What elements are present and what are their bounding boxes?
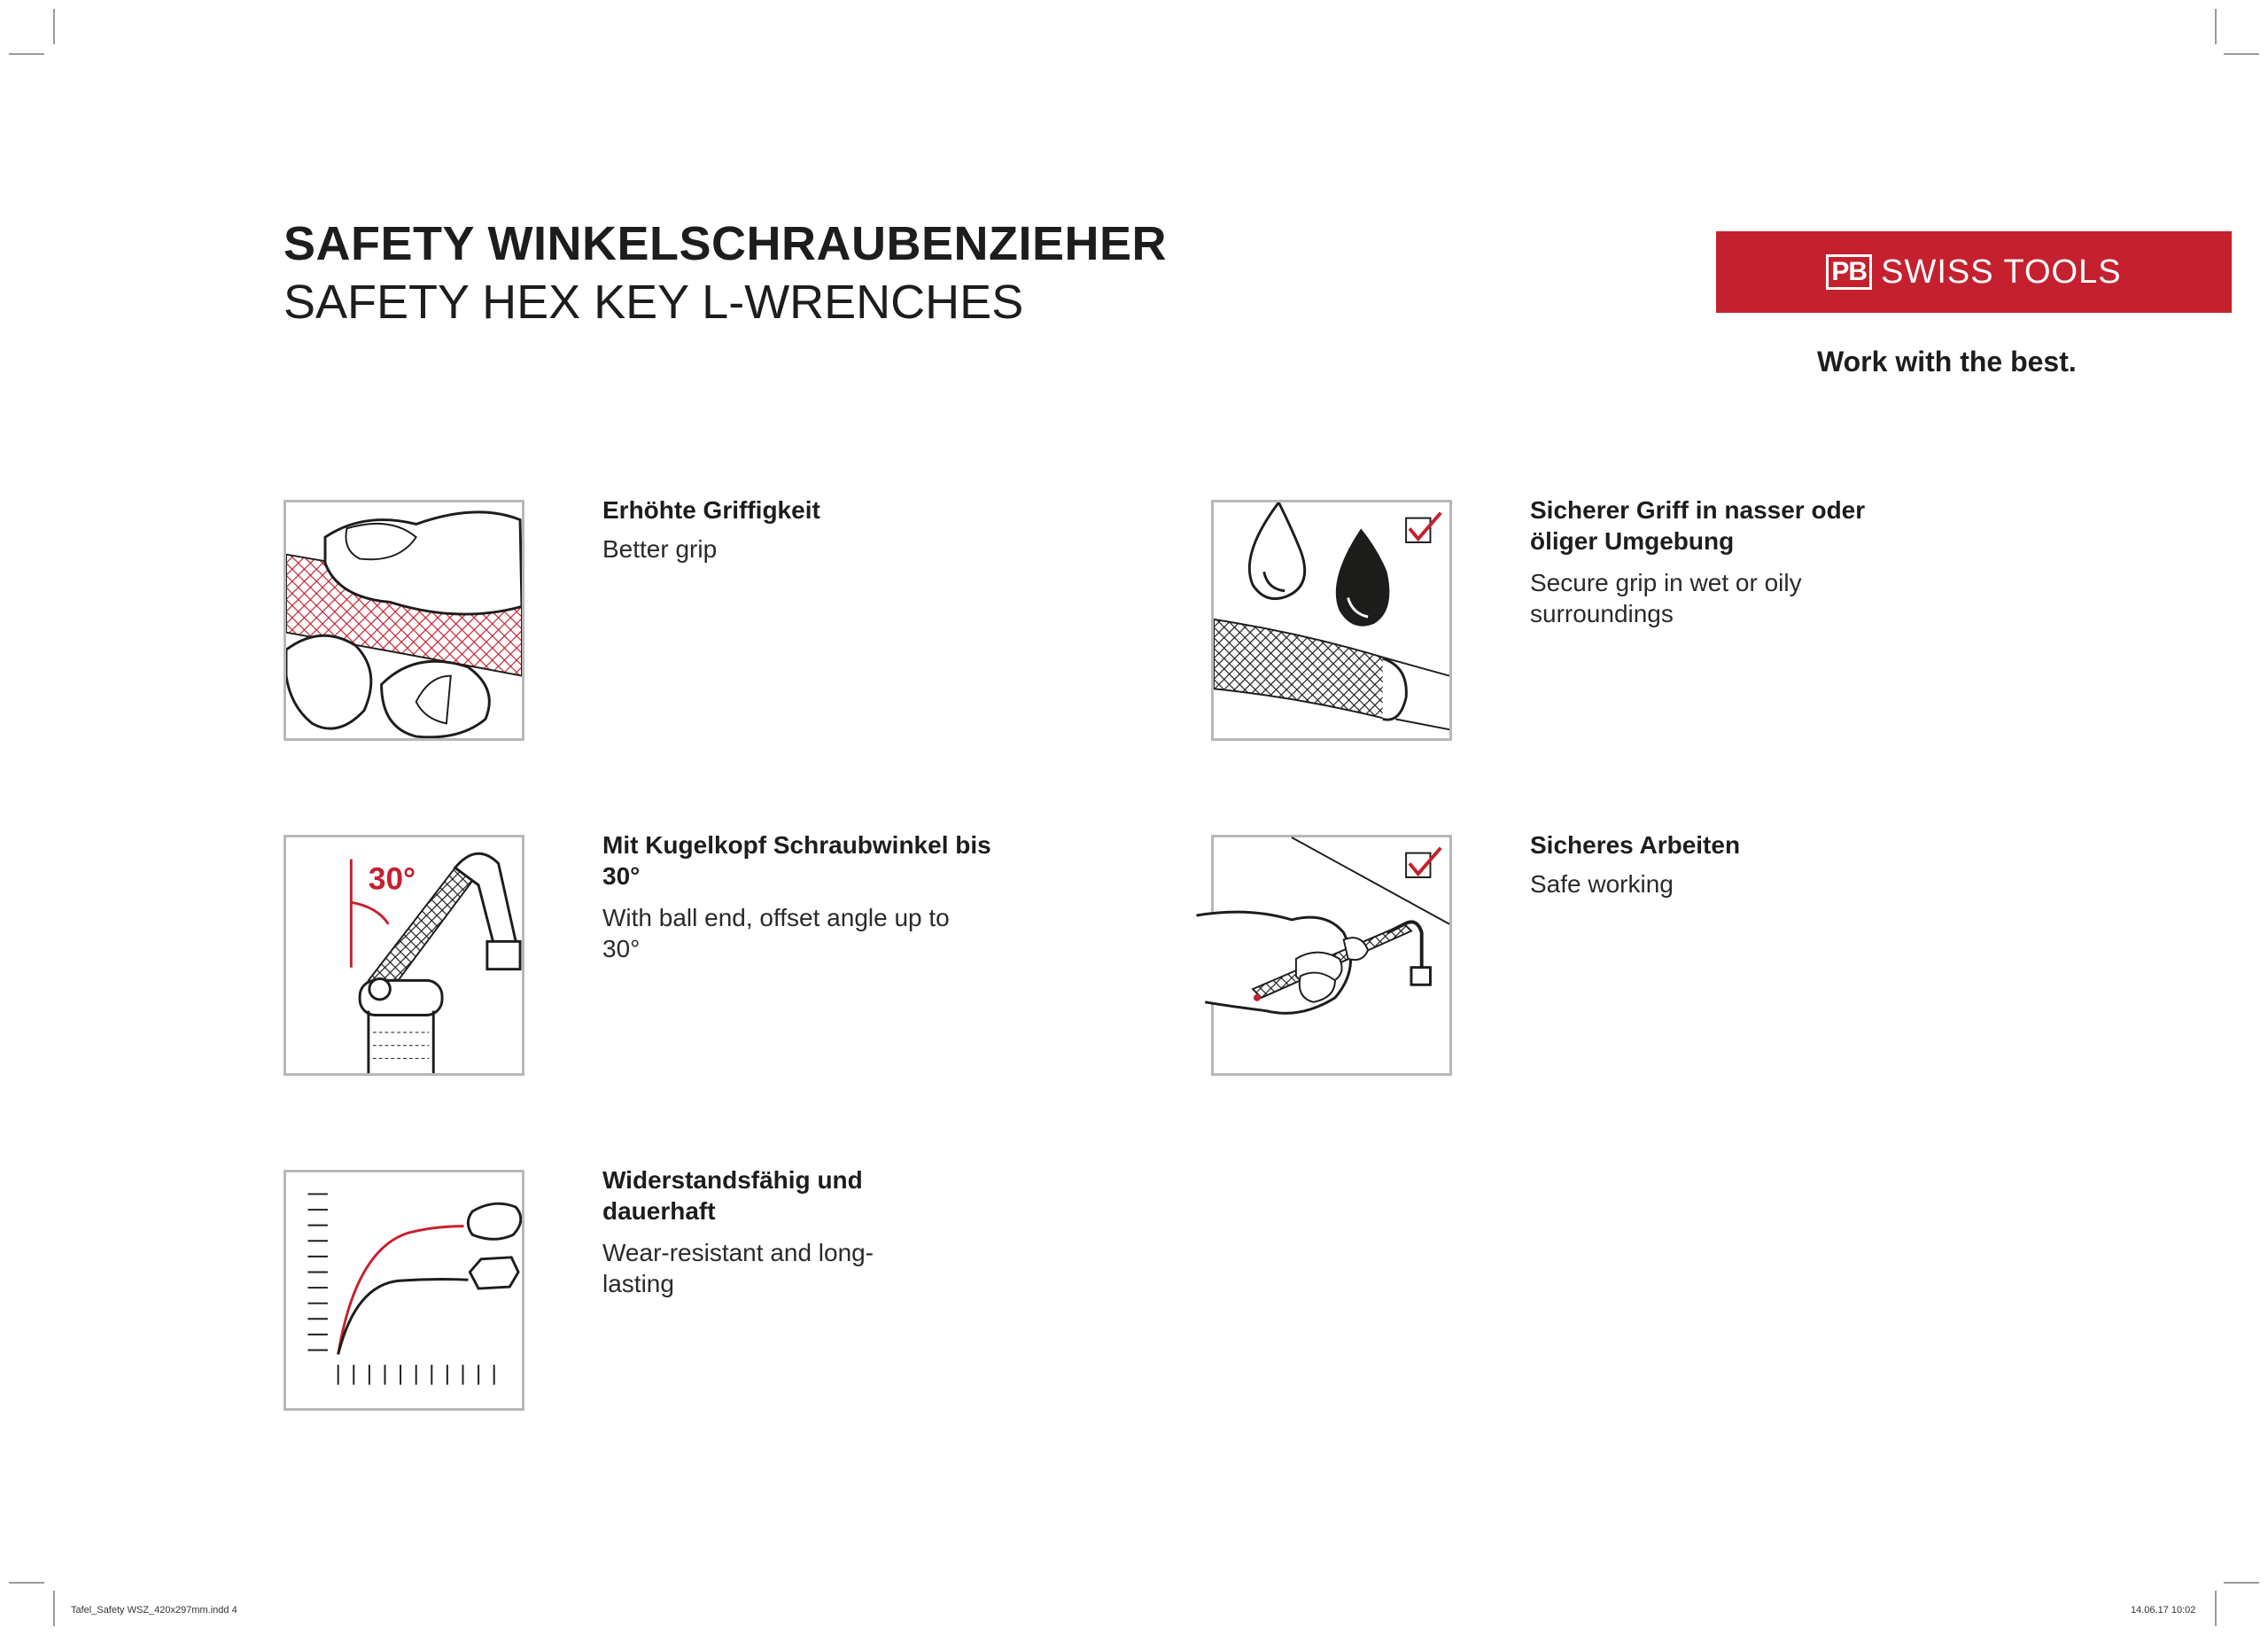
crop-mark <box>9 1582 44 1584</box>
crop-mark <box>53 1591 55 1626</box>
crop-mark <box>2215 9 2217 44</box>
logo-text: SWISS TOOLS <box>1881 253 2122 291</box>
feature-text: Secure grip in wet or oily surroundings <box>1530 569 1802 627</box>
logo-mark: PB <box>1826 254 1872 290</box>
drops-grip-icon <box>1211 500 1452 741</box>
page-title: SAFETY WINKELSCHRAUBENZIEHER <box>284 217 1168 270</box>
feature-text: Better grip <box>602 535 718 563</box>
brand-logo <box>1716 231 2232 313</box>
feature-title: Widerstandsfähig und dauerhaft <box>602 1166 863 1225</box>
feature-text: Wear-resistant and long-lasting <box>602 1239 874 1297</box>
hand-grip-icon <box>284 500 524 741</box>
crop-mark <box>2224 53 2259 55</box>
crop-mark <box>9 53 44 55</box>
feature-text: With ball end, offset angle up to 30° <box>602 904 950 962</box>
page-subtitle: SAFETY HEX KEY L-WRENCHES <box>284 276 1024 329</box>
angle-label: 30° <box>368 861 416 897</box>
feature-title: Erhöhte Griffigkeit <box>602 496 820 524</box>
feature-title: Mit Kugelkopf Schraubwinkel bis 30° <box>602 831 991 890</box>
ball-end-angle-icon <box>284 835 524 1076</box>
slug-date: 14.06.17 10:02 <box>2131 1605 2196 1616</box>
feature-text: Safe working <box>1530 870 1674 898</box>
safe-working-hand-icon <box>1211 835 1452 1076</box>
crop-mark <box>53 9 55 44</box>
crop-mark <box>2215 1591 2217 1626</box>
feature-title: Sicheres Arbeiten <box>1530 831 1741 859</box>
slug-filename: Tafel_Safety WSZ_420x297mm.indd 4 <box>71 1605 237 1616</box>
feature-title: Sicherer Griff in nasser oder öliger Umgebung <box>1530 496 1866 555</box>
brand-tagline: Work with the best. <box>1817 346 2077 378</box>
crop-mark <box>2224 1582 2259 1584</box>
durability-graph-icon <box>284 1170 524 1411</box>
